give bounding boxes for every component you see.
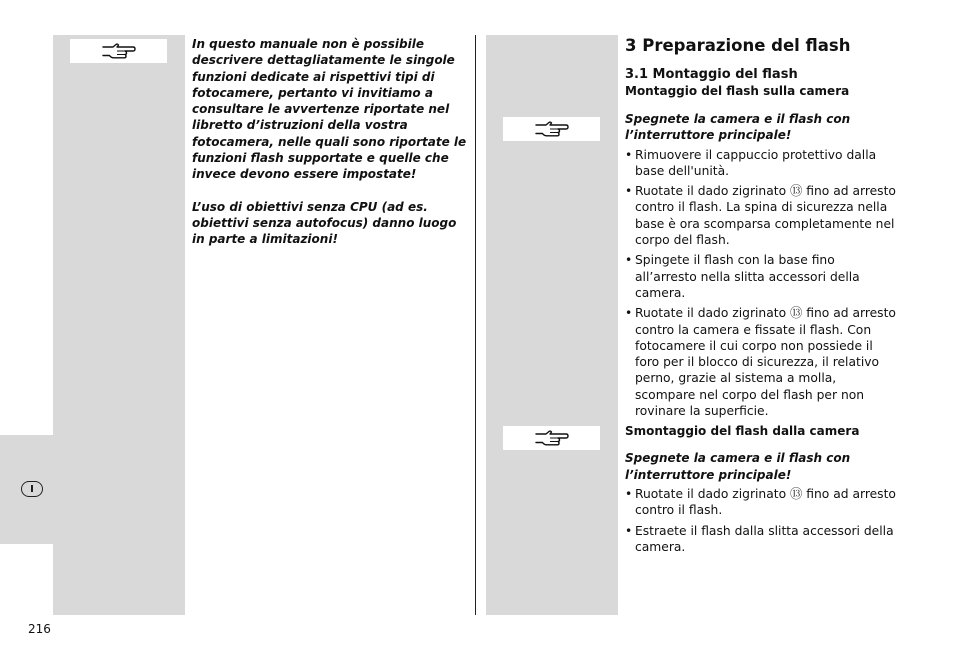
- left-margin-column: [53, 35, 185, 615]
- mount-warning: Spegnete la camera e il flash con l’interruttore principale!: [625, 112, 851, 143]
- pointing-hand-icon: [101, 42, 137, 60]
- note-paragraph-1: In questo manuale non è possibile descrivere dettagliatamente le singole funzioni dedicate ai rispettivi tipi di fotocamere, pertanto vi invitiamo a consultare le avvertenze riportate nel libretto d’istruzioni della vostra fotocamera, nelle quali sono riportate le funzioni flash supportate e quelle che invece devono essere impostate!: [192, 37, 467, 182]
- list-item: • Estraete il flash dalla slitta accessori della camera.: [625, 523, 900, 556]
- list-item: • Rimuovere il cappuccio protettivo dalla base dell'unità.: [625, 147, 900, 180]
- right-text-column: [625, 36, 900, 559]
- page-number: 216: [28, 622, 51, 636]
- dismount-heading: Smontaggio del flash dalla camera: [625, 424, 860, 439]
- list-item: • Ruotate il dado zigrinato ⑬ fino ad arresto contro il flash.: [625, 486, 900, 519]
- pointing-hand-icon: [534, 120, 570, 138]
- note-box-left: [70, 39, 167, 63]
- note-paragraph-2: L’uso di obiettivi senza CPU (ad es. obiettivi senza autofocus) danno luogo in parte a limitazioni!: [192, 199, 457, 247]
- section-title: 3 Preparazione del flash: [625, 36, 851, 55]
- list-item: • Spingete il flash con la base fino all’arresto nella slitta accessori della camera.: [625, 252, 900, 301]
- language-tab-label: I: [30, 483, 34, 495]
- mount-heading: Montaggio del flash sulla camera: [625, 84, 850, 98]
- dismount-warning: Spegnete la camera e il flash con l’interruttore principale!: [625, 451, 851, 482]
- column-divider: [475, 35, 476, 615]
- list-item: • Ruotate il dado zigrinato ⑬ fino ad arresto contro la camera e fissate il flash. Con fotocamere il cui corpo non possiede il foro per il blocco di sicurezza, il relativo perno, grazie al sistema a molla, scompare nel corpo del flash per non rovinare la superficie.: [625, 305, 900, 419]
- note-box-mount: [503, 117, 600, 141]
- left-text-column: [192, 36, 467, 248]
- note-box-dismount: [503, 426, 600, 450]
- subsection-title: 3.1 Montaggio del flash: [625, 67, 798, 82]
- pointing-hand-icon: [534, 429, 570, 447]
- mount-steps-list: [625, 147, 900, 420]
- dismount-steps-list: [625, 486, 900, 555]
- language-tab-badge: [21, 481, 43, 497]
- list-item: • Ruotate il dado zigrinato ⑬ fino ad arresto contro il flash. La spina di sicurezza nella base è ora scomparsa completamente nel corpo del flash.: [625, 183, 900, 248]
